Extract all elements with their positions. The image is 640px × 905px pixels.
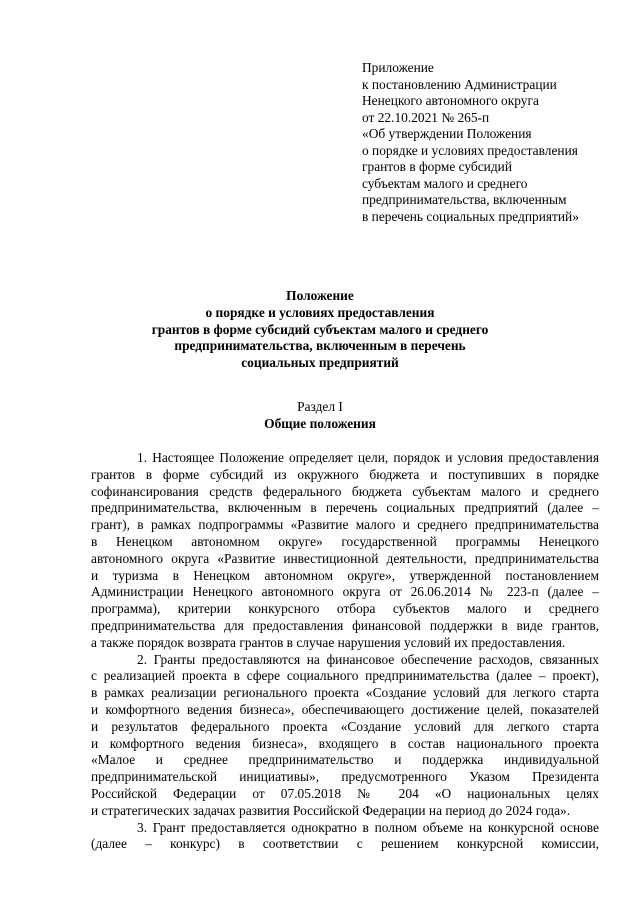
title-line: грантов в форме субсидий субъектам малого и среднего	[151, 321, 489, 337]
text-line: грантов в форме субсидий из окружного бюджета и поступивших в порядке	[91, 466, 599, 482]
document-body	[91, 450, 599, 853]
paragraph-3	[91, 820, 599, 854]
title-line: социальных предприятий	[241, 355, 399, 371]
text-line: Администрации Ненецкого автономного округа от 26.06.2014 № 223-п (далее –	[91, 584, 599, 600]
paragraph-1	[91, 450, 599, 652]
title-line: Положение	[286, 288, 354, 303]
text-line: предпринимательской инициативы», предусмотренного Указом Президента	[91, 769, 599, 785]
text-line: 1. Настоящее Положение определяет цели, порядок и условия предоставления	[137, 450, 599, 465]
text-line: (далее – конкурс) в соответствии с решением конкурсной комиссии,	[91, 836, 599, 852]
document-title	[70, 288, 570, 372]
text-line: предпринимательства, включенным в перечень социальных предприятий (далее –	[91, 500, 599, 516]
paragraph-2	[91, 652, 599, 820]
section-header	[70, 399, 570, 433]
text-line: 2. Гранты предоставляются на финансовое обеспечение расходов, связанных	[137, 651, 599, 667]
text-line: и комфортного ведения бизнеса», входящего в состав национального проекта	[91, 735, 599, 751]
text-line: программа), критерии конкурсного отбора субъектов малого и среднего	[91, 601, 599, 617]
appendix-line: субъектам малого и среднего	[362, 175, 528, 191]
title-line: предпринимательства, включенным в перечень	[174, 338, 466, 354]
title-line: о порядке и условиях предоставления	[205, 304, 435, 320]
text-line: «Малое и среднее предпринимательство и поддержка индивидуальной	[91, 752, 599, 768]
appendix-line: от 22.10.2021 № 265-п	[362, 109, 490, 125]
appendix-line: «Об утверждении Положения	[362, 126, 532, 141]
appendix-line: в перечень социальных предприятий»	[362, 208, 579, 224]
section-heading: Общие положения	[264, 415, 376, 431]
appendix-line: Приложение	[362, 60, 434, 75]
appendix-line: Ненецкого автономного округа	[362, 93, 539, 108]
section-label: Раздел I	[297, 399, 343, 414]
text-line: Российской Федерации от 07.05.2018 № 204 «О национальных целях	[91, 785, 599, 801]
text-line: и стратегических задачах развития Российской Федерации на период до 2024 года».	[91, 802, 571, 818]
text-line: и туризма в Ненецком автономном округе», утвержденной постановлением	[91, 567, 599, 583]
text-line: с реализацией проекта в сфере социального предпринимательства (далее – проект),	[91, 668, 599, 684]
text-line: предпринимательства для предоставления финансовой поддержки в виде грантов,	[91, 617, 599, 633]
text-line: грант), в рамках подпрограммы «Развитие малого и среднего предпринимательства	[91, 517, 599, 533]
text-line: в Ненецком автономном округе» государственной программы Ненецкого	[91, 533, 599, 549]
text-line: 3. Грант предоставляется однократно в полном объеме на конкурсной основе	[137, 819, 599, 835]
text-line: в рамках реализации регионального проекта «Создание условий для легкого старта	[91, 685, 599, 701]
appendix-line: к постановлению Администрации	[362, 76, 557, 92]
appendix-line: предпринимательства, включенным	[362, 192, 567, 207]
text-line: и результатов федерального проекта «Создание условий для легкого старта	[91, 718, 599, 734]
appendix-block	[362, 60, 612, 225]
appendix-line: грантов в форме субсидий	[362, 159, 512, 174]
appendix-line: о порядке и условиях предоставления	[362, 142, 578, 158]
text-line: автономного округа «Развитие инвестиционной деятельности, предпринимательства	[91, 550, 599, 566]
text-line: и комфортного ведения бизнеса», обеспечивающего достижение целей, показателей	[91, 701, 599, 717]
text-line: софинансирования средств федерального бюджета субъектам малого и среднего	[91, 483, 599, 499]
text-line: а также порядок возврата грантов в случае нарушения условий их предоставления.	[91, 634, 566, 650]
